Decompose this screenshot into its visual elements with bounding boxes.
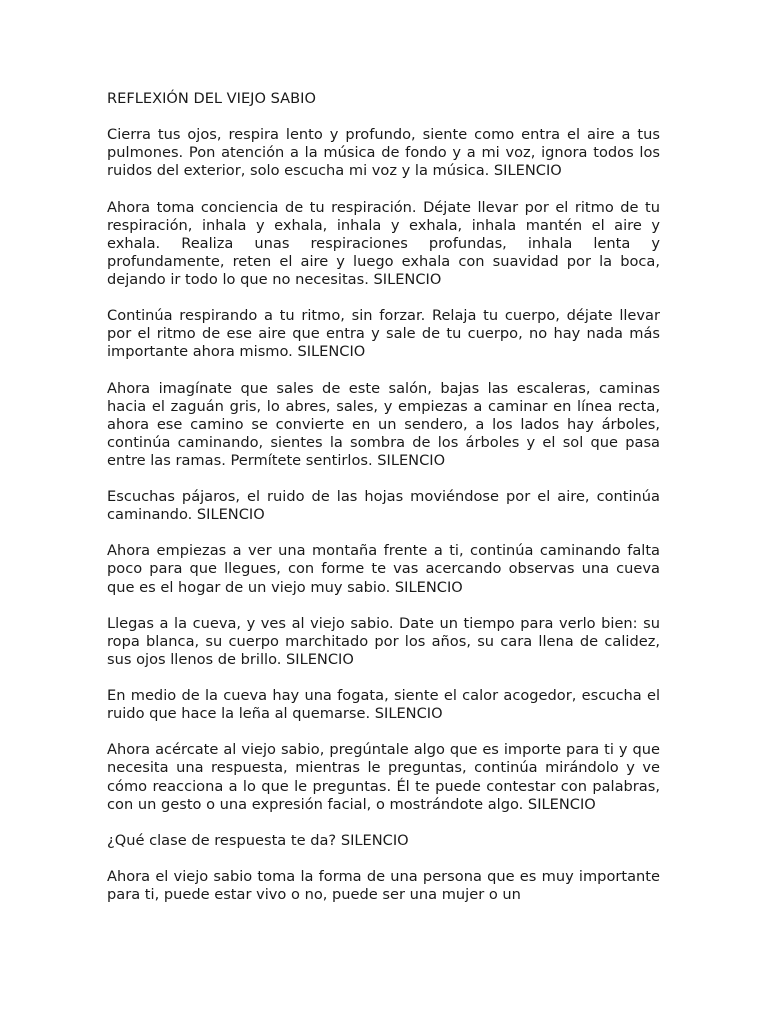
paragraph-2: Ahora toma conciencia de tu respiración. Déjate llevar por el ritmo de tu respiración, inhala y exhala, inhala y exhala, inhala mantén el aire y exhala. Realiza unas respiraciones profundas, inhala lenta y profundamente, reten el aire y luego exhala con suavidad por la boca, dejando ir todo lo que no necesitas. SILENCIO (107, 198, 660, 288)
document-page (107, 90, 660, 922)
paragraph-1: Cierra tus ojos, respira lento y profundo, siente como entra el aire a tus pulmones. Pon atención a la música de fondo y a mi voz, ignora todos los ruidos del exterior, solo escucha mi voz y la música. SILENCIO (107, 126, 660, 180)
paragraph-3: Continúa respirando a tu ritmo, sin forzar. Relaja tu cuerpo, déjate llevar por el ritmo de ese aire que entra y sale de tu cuerpo, no hay nada más importante ahora mismo. SILENCIO (107, 307, 660, 361)
paragraph-6: Ahora empiezas a ver una montaña frente a ti, continúa caminando falta poco para que llegues, con forme te vas acercando observas una cueva que es el hogar de un viejo muy sabio. SILENCIO (107, 542, 660, 596)
paragraph-9: Ahora acércate al viejo sabio, pregúntale algo que es importe para ti y que necesita una respuesta, mientras le preguntas, continúa mirándolo y ve cómo reacciona a lo que le preguntas. Él te puede contestar con palabras, con un gesto o una expresión facial, o mostrándote algo. SILENCIO (107, 741, 660, 813)
paragraph-8: En medio de la cueva hay una fogata, siente el calor acogedor, escucha el ruido que hace la leña al quemarse. SILENCIO (107, 687, 660, 723)
paragraph-5: Escuchas pájaros, el ruido de las hojas moviéndose por el aire, continúa caminando. SILENCIO (107, 488, 660, 524)
document-title: REFLEXIÓN DEL VIEJO SABIO (107, 90, 316, 107)
paragraph-10: ¿Qué clase de respuesta te da? SILENCIO (107, 831, 409, 849)
paragraph-4: Ahora imagínate que sales de este salón, bajas las escaleras, caminas hacia el zaguán gris, lo abres, sales, y empiezas a caminar en línea recta, ahora ese camino se convierte en un sendero, a los lados hay árboles, continúa caminando, sientes la sombra de los árboles y el sol que pasa entre las ramas. Permítete sentirlos. SILENCIO (107, 379, 660, 469)
paragraph-11: Ahora el viejo sabio toma la forma de una persona que es muy importante para ti, puede estar vivo o no, puede ser una mujer o un (107, 868, 660, 904)
paragraph-7: Llegas a la cueva, y ves al viejo sabio. Date un tiempo para verlo bien: su ropa blanca, su cuerpo marchitado por los años, su cara llena de calidez, sus ojos llenos de brillo. SILENCIO (107, 614, 660, 668)
